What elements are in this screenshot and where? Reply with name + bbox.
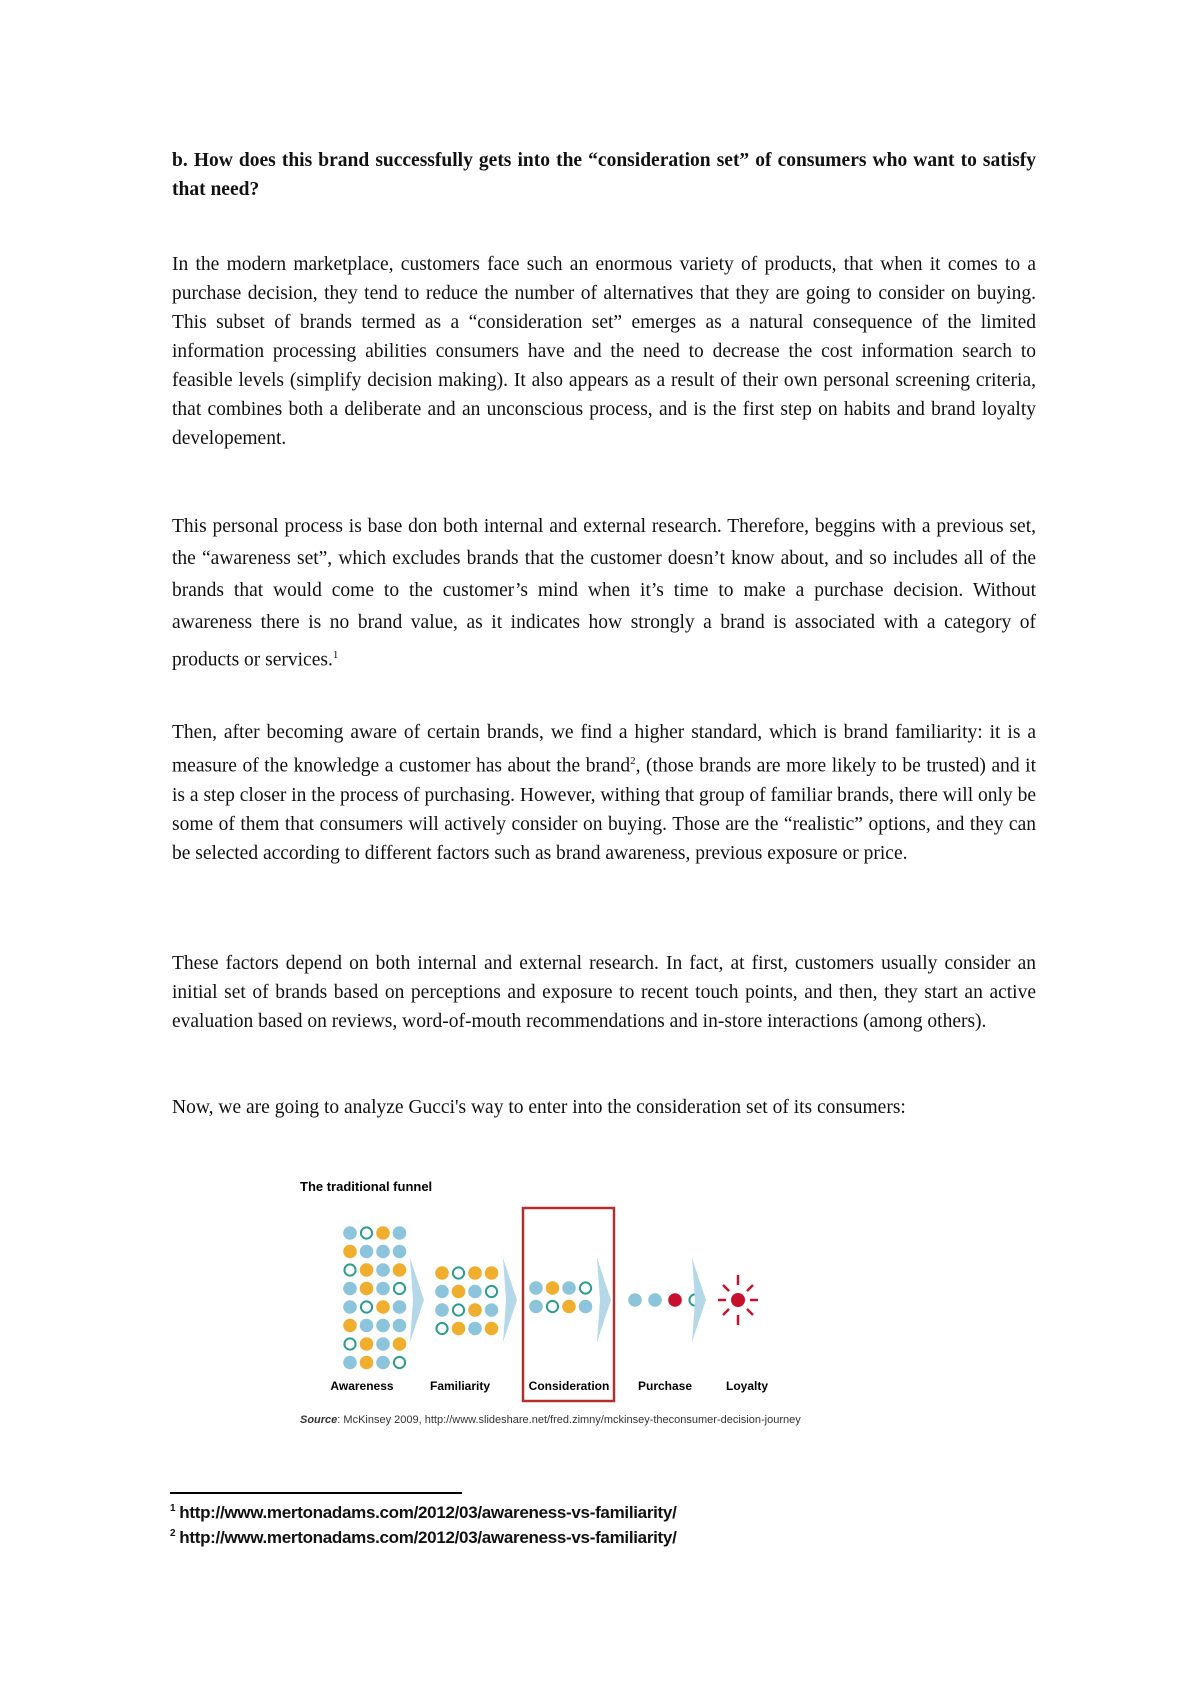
awareness-dot (361, 1301, 372, 1312)
paragraph-2 (172, 511, 1036, 677)
footnote-ref-2[interactable]: 2 (630, 755, 636, 767)
footnote-1 (170, 1503, 677, 1523)
paragraph-3-text-a: Then, after becoming aware of certain brands, we find a higher standard, which is brand familiarity: it is a measure of the knowledge a customer has about the brand (172, 722, 1036, 777)
familiarity-dot (435, 1266, 449, 1280)
loyalty-star-icon (718, 1275, 758, 1325)
awareness-dot (344, 1338, 355, 1349)
consideration-dot (562, 1300, 576, 1314)
purchase-dot (628, 1293, 642, 1307)
paragraph-5: Now, we are going to analyze Gucci's way to enter into the consideration set of its consumers: (172, 1097, 906, 1118)
source-text: : McKinsey 2009, http://www.slideshare.net/fred.zimny/mckinsey-theconsumer-decision-journey (337, 1414, 801, 1426)
footnote-link[interactable]: http://www.mertonadams.com/2012/03/awareness-vs-familiarity/ (179, 1528, 677, 1547)
consideration-dot (547, 1301, 558, 1312)
familiarity-dot (485, 1322, 499, 1336)
figure-source (300, 1414, 801, 1426)
awareness-dot (376, 1319, 390, 1333)
footnote-2 (170, 1528, 677, 1548)
awareness-dot (393, 1245, 407, 1259)
awareness-dot (376, 1337, 390, 1351)
stage-arrow (597, 1258, 611, 1342)
paragraph-1: In the modern marketplace, customers face such an enormous variety of products, that when it comes to a purchase decision, they tend to reduce the number of alternatives that they are going to consider on buying. This subset of brands termed as a “consideration set” emerges as a natural consequence of the limited information processing abilities consumers have and the need to decrease the cost information search to feasible levels (simplify decision making). It also appears as a result of their own personal screening criteria, that combines both a deliberate and an unconscious process, and is the first step on habits and brand loyalty developement. (172, 254, 1036, 449)
awareness-dot (393, 1300, 407, 1314)
awareness-dot (376, 1300, 390, 1314)
awareness-dot (376, 1356, 390, 1370)
awareness-dot (344, 1264, 355, 1275)
consideration-dot (529, 1300, 543, 1314)
figure-title: The traditional funnel (300, 1179, 433, 1194)
paragraph-4: These factors depend on both internal and external research. In fact, at first, customers usually consider an initial set of brands based on perceptions and exposure to recent touch points, and then, they start an active evaluation based on reviews, word-of-mouth recommendations and in-store interactions (among others). (172, 953, 1036, 1032)
awareness-dot (360, 1337, 374, 1351)
awareness-dot (393, 1337, 407, 1351)
question-heading: b. How does this brand successfully gets into the “consideration set” of consumers who want to satisfy that need? (172, 150, 1036, 200)
familiarity-dot (485, 1303, 499, 1317)
familiarity-dot (453, 1304, 464, 1315)
paragraph-3 (172, 718, 1036, 868)
awareness-dot (360, 1319, 374, 1333)
awareness-dot (343, 1282, 357, 1296)
consideration-dot (580, 1282, 591, 1293)
purchase-dot (648, 1293, 662, 1307)
awareness-dot (393, 1263, 407, 1277)
familiarity-dot (468, 1285, 482, 1299)
awareness-dot (376, 1226, 390, 1240)
familiarity-dot (452, 1285, 466, 1299)
familiarity-dot (436, 1323, 447, 1334)
awareness-dot (394, 1283, 405, 1294)
awareness-dot (376, 1245, 390, 1259)
awareness-dot (360, 1245, 374, 1259)
footnote-separator (170, 1492, 462, 1494)
stage-label-awareness: Awareness (330, 1379, 394, 1393)
familiarity-dot (435, 1303, 449, 1317)
stage-arrow (503, 1258, 517, 1342)
stage-arrow (410, 1258, 424, 1342)
consideration-dot (546, 1281, 560, 1295)
source-label: Source (300, 1414, 338, 1426)
awareness-dot (360, 1263, 374, 1277)
consideration-dot (562, 1281, 576, 1295)
familiarity-dot (453, 1267, 464, 1278)
familiarity-dot (468, 1322, 482, 1336)
familiarity-dot (468, 1266, 482, 1280)
stage-label-familiarity: Familiarity (429, 1379, 491, 1393)
familiarity-dot (435, 1285, 449, 1299)
familiarity-dot (468, 1303, 482, 1317)
awareness-dot (394, 1357, 405, 1368)
paragraph-3-text-b: , (those brands are more likely to be trusted) and it is a step closer in the process of purchasing. However, withing that group of familiar brands, there will only be some of them that consumers will actively consider on buying. Those are the “realistic” options, and they can be selected according to different factors such as brand awareness, previous exposure or price. (172, 755, 1036, 864)
awareness-dot (360, 1282, 374, 1296)
footnote-number: 1 (170, 1503, 176, 1515)
stage-label-consideration: Consideration (528, 1379, 610, 1393)
awareness-dot (360, 1356, 374, 1370)
awareness-dot (361, 1227, 372, 1238)
stage-label-purchase: Purchase (637, 1379, 693, 1393)
awareness-dot (343, 1300, 357, 1314)
awareness-dot (343, 1245, 357, 1259)
familiarity-dot (486, 1286, 497, 1297)
awareness-dot (376, 1282, 390, 1296)
familiarity-dot (452, 1322, 466, 1336)
awareness-dot (343, 1319, 357, 1333)
awareness-dot (343, 1356, 357, 1370)
paragraph-2-text: This personal process is base don both internal and external research. Therefore, beggins with a previous set, the “awareness set”, which excludes brands that the customer doesn’t know about, and so includes all of the brands that would come to the customer’s mind when it’s time to make a purchase decision. Without awareness there is no brand value, as it indicates how strongly a brand is associated with a category of products or services. (172, 516, 1036, 671)
footnote-number: 2 (170, 1528, 176, 1540)
awareness-dot (393, 1319, 407, 1333)
footnote-link[interactable]: http://www.mertonadams.com/2012/03/awareness-vs-familiarity/ (179, 1503, 677, 1522)
awareness-dot (393, 1226, 407, 1240)
consideration-dot (529, 1281, 543, 1295)
footnote-ref-1[interactable]: 1 (332, 649, 339, 661)
purchase-dot (668, 1293, 682, 1307)
awareness-dot (343, 1226, 357, 1240)
awareness-dot (376, 1263, 390, 1277)
consideration-dot (579, 1300, 593, 1314)
stage-label-loyalty: Loyalty (725, 1379, 769, 1393)
traditional-funnel-figure (290, 1170, 910, 1450)
familiarity-dot (485, 1266, 499, 1280)
